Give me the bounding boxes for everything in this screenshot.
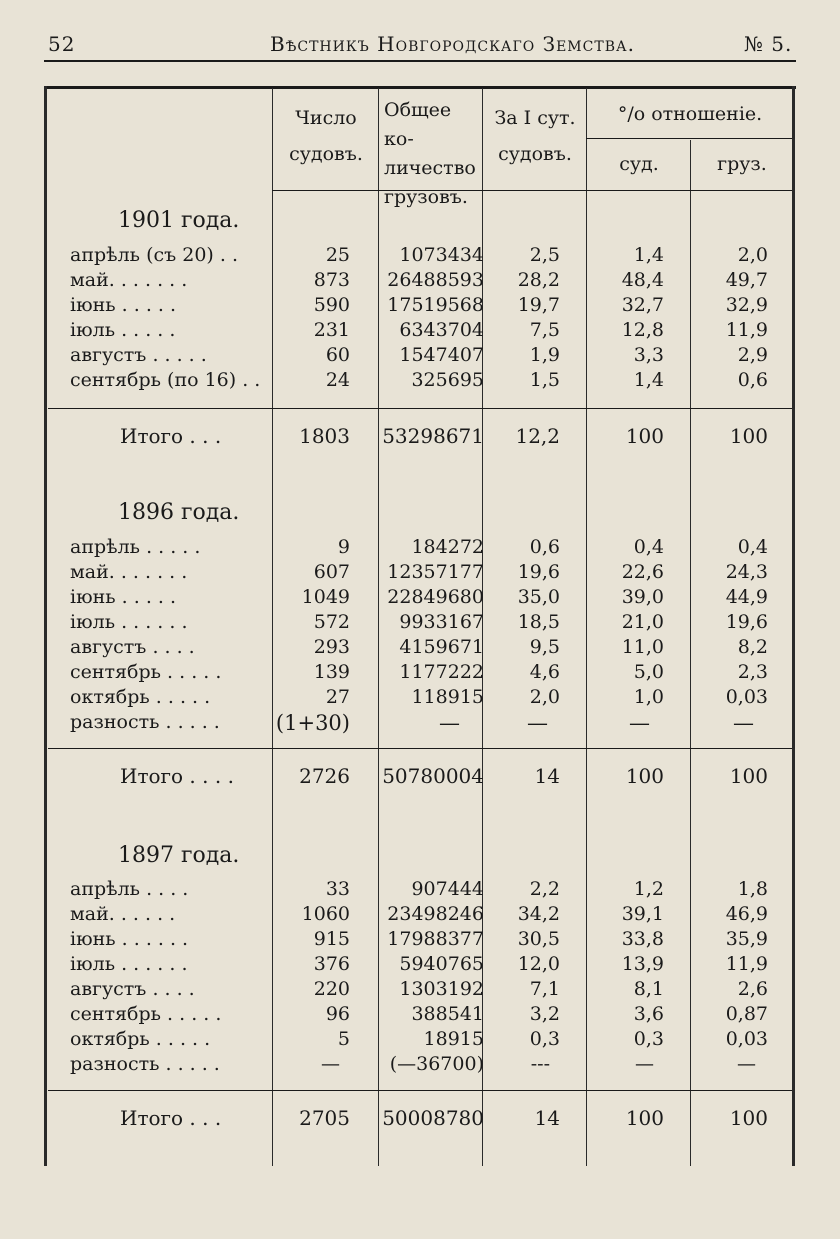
cell-pct-ships: 1,0: [633, 686, 664, 708]
table-row: [0, 611, 840, 636]
cell-ships: 27: [325, 686, 350, 708]
cell-pct-ships: 12,8: [621, 319, 664, 341]
table-row: [0, 1028, 840, 1053]
cell-pct-cargo: 44,9: [725, 586, 768, 608]
cell-pct-ships: 3,3: [633, 344, 664, 366]
total-row: [0, 764, 840, 794]
row-month: апрѣль (съ 20) . .: [70, 244, 238, 266]
cell-per-day: 1,9: [529, 344, 560, 366]
row-month: іюнь . . . . .: [70, 586, 177, 608]
header-cargo-total: [380, 96, 486, 212]
cell-cargo: 18915: [423, 1028, 484, 1050]
cell-pct-cargo: 19,6: [725, 611, 768, 633]
cell-ships: 376: [313, 953, 350, 975]
cell-ships: 572: [313, 611, 350, 633]
header-pct-cargo: груз.: [717, 153, 767, 175]
total-pct-ships: 100: [625, 764, 664, 788]
cell-pct-ships: 0,4: [633, 536, 664, 558]
cell-cargo: 1073434: [399, 244, 484, 266]
cell-ships: 293: [313, 636, 350, 658]
row-month: августъ . . . .: [70, 978, 195, 1000]
row-month: октябрь . . . . .: [70, 686, 211, 708]
cell-ships: 1049: [301, 586, 350, 608]
table-row: [0, 369, 840, 394]
cell-per-day: 19,7: [517, 294, 560, 316]
row-month: май. . . . . . .: [70, 269, 188, 291]
table-row: [0, 536, 840, 561]
row-month: сентябрь . . . . .: [70, 661, 222, 683]
cell-cargo: 9933167: [399, 611, 484, 633]
table-row: [0, 1053, 840, 1078]
row-month: іюль . . . . .: [70, 319, 176, 341]
pct-group-rule: [586, 138, 792, 139]
cell-pct-ships: —: [635, 1053, 654, 1075]
cell-cargo: —: [439, 711, 460, 735]
header-ships-line2: судовъ.: [289, 143, 363, 165]
table-row: [0, 586, 840, 611]
cell-per-day: 3,2: [529, 1003, 560, 1025]
cell-per-day: 0,3: [529, 1028, 560, 1050]
cell-pct-cargo: 2,9: [737, 344, 768, 366]
cell-cargo: 22849680: [387, 586, 484, 608]
cell-per-day: 19,6: [517, 561, 560, 583]
total-pct-ships: 100: [625, 1106, 664, 1130]
cell-ships: 873: [313, 269, 350, 291]
cell-pct-cargo: —: [733, 711, 754, 735]
cell-cargo: 4159671: [399, 636, 484, 658]
cell-cargo: 23498246: [387, 903, 484, 925]
total-per-day: 14: [534, 764, 560, 788]
row-month: августъ . . . .: [70, 636, 195, 658]
table-row: [0, 636, 840, 661]
page-number: 52: [48, 32, 76, 56]
row-month: апрѣль . . . . .: [70, 536, 201, 558]
cell-ships: 607: [313, 561, 350, 583]
header-pct-ships: суд.: [619, 153, 659, 175]
cell-cargo: 17988377: [387, 928, 484, 950]
row-month: май. . . . . . .: [70, 561, 188, 583]
table-row: [0, 953, 840, 978]
cell-pct-cargo: 0,4: [737, 536, 768, 558]
total-pct-cargo: 100: [729, 764, 768, 788]
cell-cargo: 6343704: [399, 319, 484, 341]
cell-pct-ships: 22,6: [621, 561, 664, 583]
cell-ships: 24: [325, 369, 350, 391]
cell-ships: 96: [325, 1003, 350, 1025]
cell-per-day: ---: [530, 1053, 550, 1075]
total-per-day: 14: [534, 1106, 560, 1130]
table-row: [0, 878, 840, 903]
row-month: разность . . . . .: [70, 1053, 220, 1075]
table-row: [0, 1003, 840, 1028]
cell-cargo: 26488593: [387, 269, 484, 291]
cell-pct-ships: 1,4: [633, 244, 664, 266]
cell-pct-ships: 1,2: [633, 878, 664, 900]
row-month: апрѣль . . . .: [70, 878, 189, 900]
total-ships: 2705: [299, 1106, 350, 1130]
cell-cargo: 1547407: [399, 344, 484, 366]
table-row: [0, 661, 840, 686]
table-row: [0, 561, 840, 586]
cell-ships: 5: [337, 1028, 350, 1050]
table-row: [0, 928, 840, 953]
total-cargo: 50008780: [382, 1106, 484, 1130]
cell-per-day: 2,5: [529, 244, 560, 266]
journal-title: Вѣстникъ Новгородскаго Земства.: [270, 32, 635, 56]
total-pct-cargo: 100: [729, 424, 768, 448]
cell-per-day: 7,1: [529, 978, 560, 1000]
cell-pct-ships: 48,4: [621, 269, 664, 291]
cell-cargo: 388541: [411, 1003, 484, 1025]
cell-pct-cargo: 1,8: [737, 878, 768, 900]
total-ships: 1803: [299, 424, 350, 448]
cell-ships: (1+30): [275, 711, 350, 735]
cell-pct-cargo: 2,0: [737, 244, 768, 266]
cell-pct-ships: 3,6: [633, 1003, 664, 1025]
cell-cargo: 17519568: [387, 294, 484, 316]
table-row: [0, 344, 840, 369]
cell-cargo: 325695: [411, 369, 484, 391]
cell-pct-cargo: 2,6: [737, 978, 768, 1000]
cell-pct-cargo: 0,87: [725, 1003, 768, 1025]
section-rule: [48, 408, 792, 409]
row-month: разность . . . . .: [70, 711, 220, 733]
cell-ships: 33: [325, 878, 350, 900]
section-rule: [48, 748, 792, 749]
cell-pct-ships: 33,8: [621, 928, 664, 950]
cell-per-day: 2,2: [529, 878, 560, 900]
cell-per-day: 2,0: [529, 686, 560, 708]
cell-per-day: 7,5: [529, 319, 560, 341]
header-cargo-line2: личество: [384, 157, 476, 179]
row-month: сентябрь . . . . .: [70, 1003, 222, 1025]
cell-pct-ships: 21,0: [621, 611, 664, 633]
table-row: [0, 978, 840, 1003]
header-pct-group: °/о отношеніе.: [617, 103, 763, 125]
cell-ships: 139: [313, 661, 350, 683]
cell-per-day: —: [527, 711, 548, 735]
cell-pct-ships: —: [629, 711, 650, 735]
row-month: августъ . . . . .: [70, 344, 207, 366]
row-month: май. . . . . .: [70, 903, 176, 925]
total-pct-cargo: 100: [729, 1106, 768, 1130]
cell-per-day: 9,5: [529, 636, 560, 658]
total-row: [0, 424, 840, 454]
total-pct-ships: 100: [625, 424, 664, 448]
cell-pct-ships: 39,0: [621, 586, 664, 608]
header-per-day-line1: За I сут.: [494, 107, 576, 129]
header-bottom-rule: [272, 190, 792, 191]
total-cargo: 50780004: [382, 764, 484, 788]
table-row: [0, 244, 840, 269]
cell-pct-ships: 8,1: [633, 978, 664, 1000]
row-month: іюль . . . . . .: [70, 953, 188, 975]
cell-cargo: 184272: [411, 536, 484, 558]
cell-pct-cargo: 0,03: [725, 1028, 768, 1050]
table-row: [0, 903, 840, 928]
cell-pct-cargo: 11,9: [725, 953, 768, 975]
header-cargo-line1: Общее ко-: [384, 99, 452, 150]
cell-per-day: 18,5: [517, 611, 560, 633]
cell-cargo: 1303192: [399, 978, 484, 1000]
cell-per-day: 34,2: [517, 903, 560, 925]
cell-pct-ships: 13,9: [621, 953, 664, 975]
cell-per-day: 30,5: [517, 928, 560, 950]
cell-ships: —: [321, 1053, 340, 1075]
cell-pct-ships: 39,1: [621, 903, 664, 925]
cell-cargo: (—36700): [389, 1053, 484, 1075]
section-rule: [48, 1090, 792, 1091]
cell-pct-cargo: 2,3: [737, 661, 768, 683]
cell-ships: 9: [337, 536, 350, 558]
cell-ships: 915: [313, 928, 350, 950]
cell-ships: 60: [325, 344, 350, 366]
cell-pct-ships: 1,4: [633, 369, 664, 391]
header-ships-count: [274, 100, 378, 172]
cell-per-day: 35,0: [517, 586, 560, 608]
cell-ships: 25: [325, 244, 350, 266]
header-rule: [44, 60, 796, 62]
cell-pct-cargo: 49,7: [725, 269, 768, 291]
cell-per-day: 28,2: [517, 269, 560, 291]
cell-per-day: 12,0: [517, 953, 560, 975]
cell-pct-ships: 11,0: [621, 636, 664, 658]
cell-pct-cargo: 46,9: [725, 903, 768, 925]
cell-ships: 590: [313, 294, 350, 316]
total-label: Итого . . . .: [120, 764, 234, 788]
cell-pct-cargo: 35,9: [725, 928, 768, 950]
table-row: [0, 686, 840, 711]
cell-pct-ships: 5,0: [633, 661, 664, 683]
table-row: [0, 711, 840, 736]
section-title: 1897 года.: [118, 843, 240, 868]
header-per-day: [484, 100, 586, 172]
cell-pct-cargo: 8,2: [737, 636, 768, 658]
cell-per-day: 0,6: [529, 536, 560, 558]
row-month: іюнь . . . . .: [70, 294, 177, 316]
row-month: октябрь . . . . .: [70, 1028, 211, 1050]
total-ships: 2726: [299, 764, 350, 788]
running-head: [0, 28, 840, 62]
cell-ships: 1060: [301, 903, 350, 925]
cell-pct-ships: 0,3: [633, 1028, 664, 1050]
total-cargo: 53298671: [382, 424, 484, 448]
cell-pct-cargo: 32,9: [725, 294, 768, 316]
cell-pct-cargo: 0,03: [725, 686, 768, 708]
cell-per-day: 1,5: [529, 369, 560, 391]
cell-cargo: 907444: [411, 878, 484, 900]
cell-cargo: 118915: [411, 686, 484, 708]
cell-ships: 220: [313, 978, 350, 1000]
table-row: [0, 294, 840, 319]
cell-pct-ships: 32,7: [621, 294, 664, 316]
row-month: іюль . . . . . .: [70, 611, 188, 633]
cell-pct-cargo: —: [737, 1053, 756, 1075]
cell-pct-cargo: 24,3: [725, 561, 768, 583]
table-row: [0, 269, 840, 294]
table-row: [0, 319, 840, 344]
header-per-day-line2: судовъ.: [498, 143, 572, 165]
header-ships-line1: Число: [295, 107, 357, 129]
total-row: [0, 1106, 840, 1136]
cell-pct-cargo: 11,9: [725, 319, 768, 341]
total-label: Итого . . .: [120, 1106, 222, 1130]
cell-per-day: 4,6: [529, 661, 560, 683]
cell-ships: 231: [313, 319, 350, 341]
cell-pct-cargo: 0,6: [737, 369, 768, 391]
total-per-day: 12,2: [515, 424, 560, 448]
table-top-rule: [44, 86, 796, 89]
cell-cargo: 12357177: [387, 561, 484, 583]
issue-number: № 5.: [744, 32, 793, 56]
total-label: Итого . . .: [120, 424, 222, 448]
header-cargo-line3: грузовъ.: [384, 186, 468, 208]
cell-cargo: 5940765: [399, 953, 484, 975]
section-title: 1896 года.: [118, 500, 240, 525]
row-month: іюнь . . . . . .: [70, 928, 189, 950]
row-month: сентябрь (по 16) . .: [70, 369, 261, 391]
section-title: 1901 года.: [118, 208, 240, 233]
cell-cargo: 1177222: [399, 661, 484, 683]
